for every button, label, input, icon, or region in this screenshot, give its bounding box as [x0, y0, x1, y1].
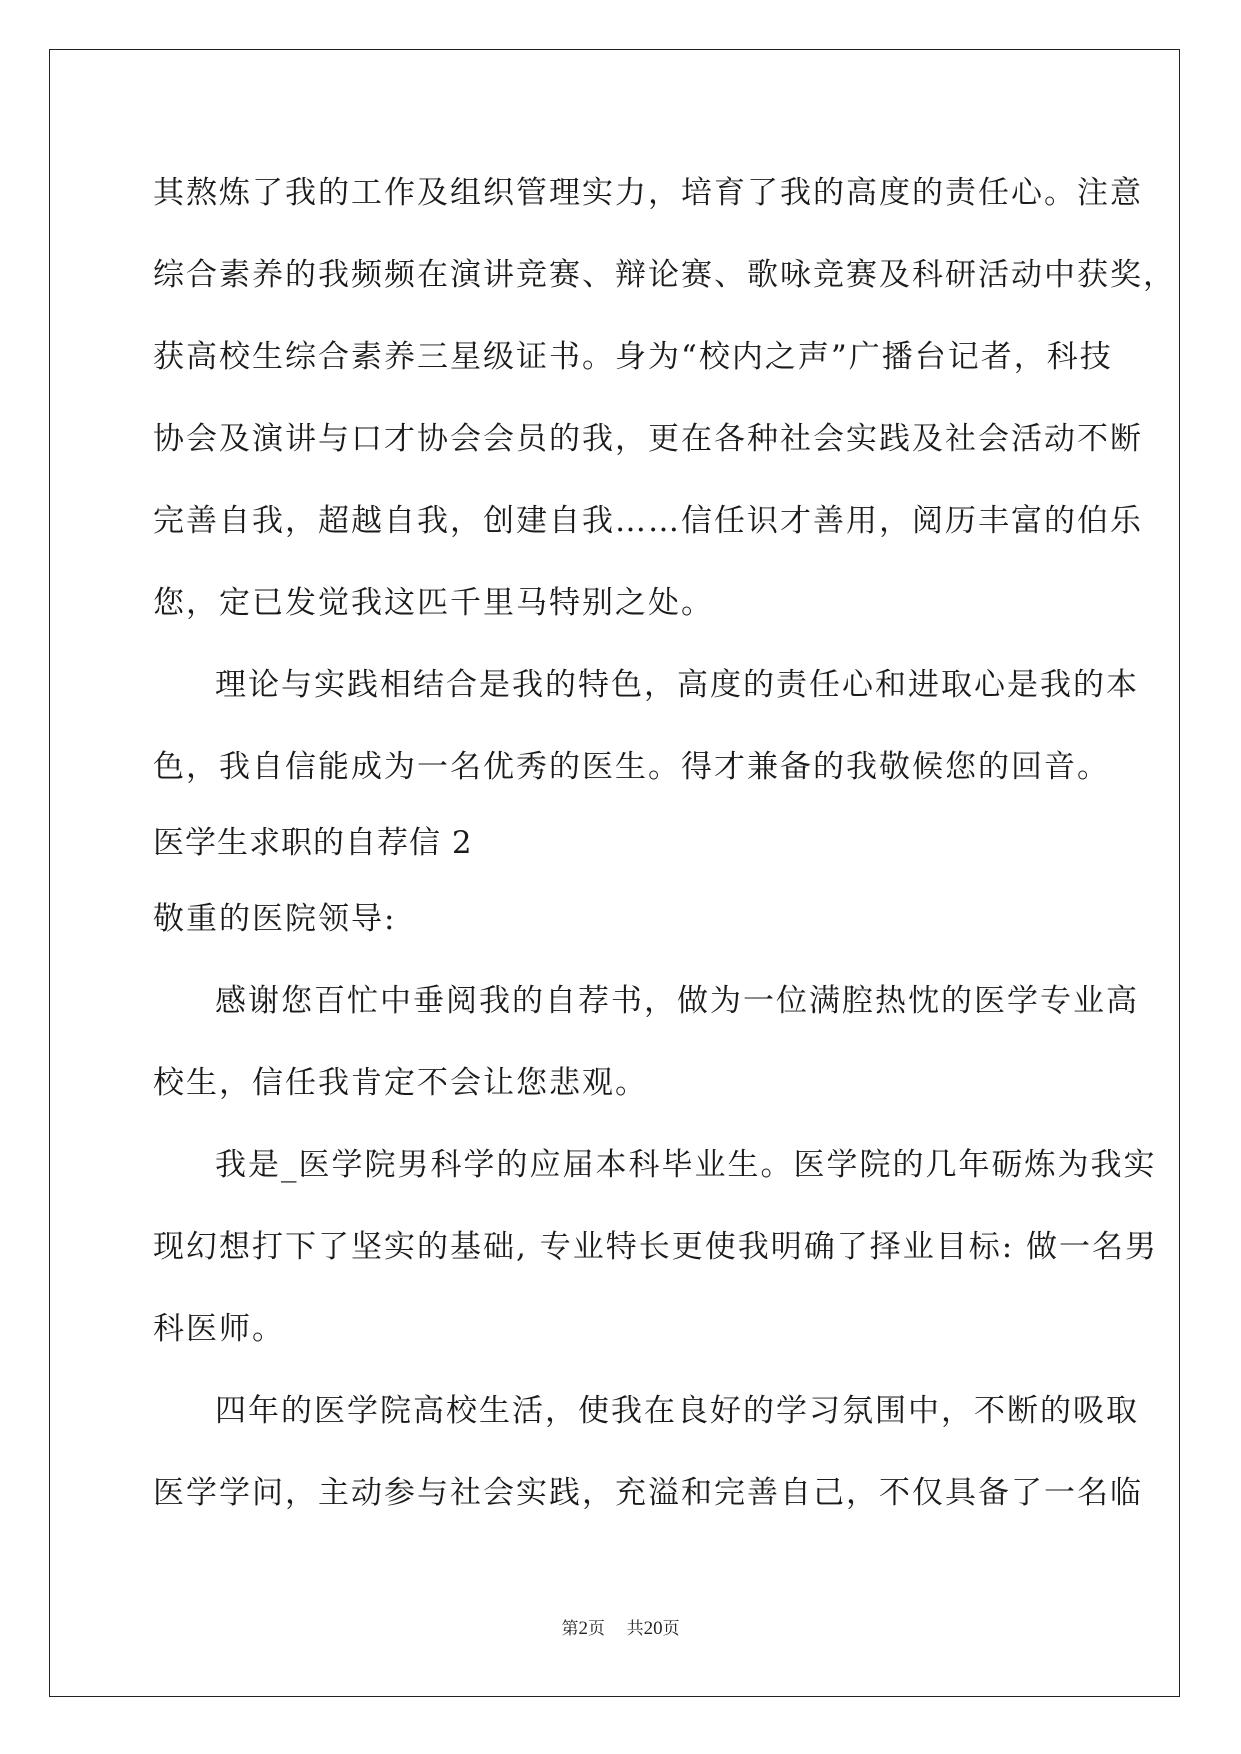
page-prefix: 第	[561, 1619, 579, 1639]
body-line: 色，我自信能成为一名优秀的医生。得才兼备的我敬候您的回音。	[153, 749, 1110, 785]
body-line: 您，定已发觉我这匹千里马特别之处。	[153, 585, 714, 621]
body-line: 科医师。	[153, 1311, 285, 1347]
body-line: 其熬炼了我的工作及组织管理实力，培育了我的高度的责任心。注意	[153, 175, 1143, 211]
page-total: 20	[643, 1618, 663, 1639]
paragraph-start-line: 四年的医学院高校生活，使我在良好的学习氛围中，不断的吸取	[215, 1393, 1139, 1429]
body-line: 校生，信任我肯定不会让您悲观。	[153, 1065, 648, 1101]
total-prefix: 共	[626, 1619, 644, 1639]
paragraph-start-line: 我是_医学院男科学的应届本科毕业生。医学院的几年砺炼为我实	[215, 1147, 1157, 1183]
section-heading: 医学生求职的自荐信 2	[153, 825, 473, 861]
total-suffix: 页	[662, 1619, 680, 1639]
paragraph-start-line: 理论与实践相结合是我的特色，高度的责任心和进取心是我的本	[215, 667, 1139, 703]
body-line: 协会及演讲与口才协会会员的我，更在各种社会实践及社会活动不断	[153, 421, 1143, 457]
body-line: 医学学问，主动参与社会实践，充溢和完善自己，不仅具备了一名临	[153, 1475, 1143, 1511]
page-current: 2	[578, 1618, 588, 1639]
body-line: 获高校生综合素养三星级证书。身为“校内之声”广播台记者，科技	[153, 339, 1113, 375]
document-body	[153, 152, 1176, 1534]
body-line: 综合素养的我频频在演讲竞赛、辩论赛、歌咏竞赛及科研活动中获奖，	[153, 257, 1176, 293]
paragraph-start-line: 感谢您百忙中垂阅我的自荐书，做为一位满腔热忱的医学专业高	[215, 983, 1139, 1019]
page-suffix: 页	[587, 1619, 605, 1639]
body-line: 完善自我，超越自我，创建自我……信任识才善用，阅历丰富的伯乐	[153, 503, 1143, 539]
salutation: 敬重的医院领导:	[153, 901, 397, 937]
body-line: 现幻想打下了坚实的基础, 专业特长更使我明确了择业目标: 做一名男	[153, 1229, 1159, 1265]
page-footer	[0, 1614, 1241, 1640]
